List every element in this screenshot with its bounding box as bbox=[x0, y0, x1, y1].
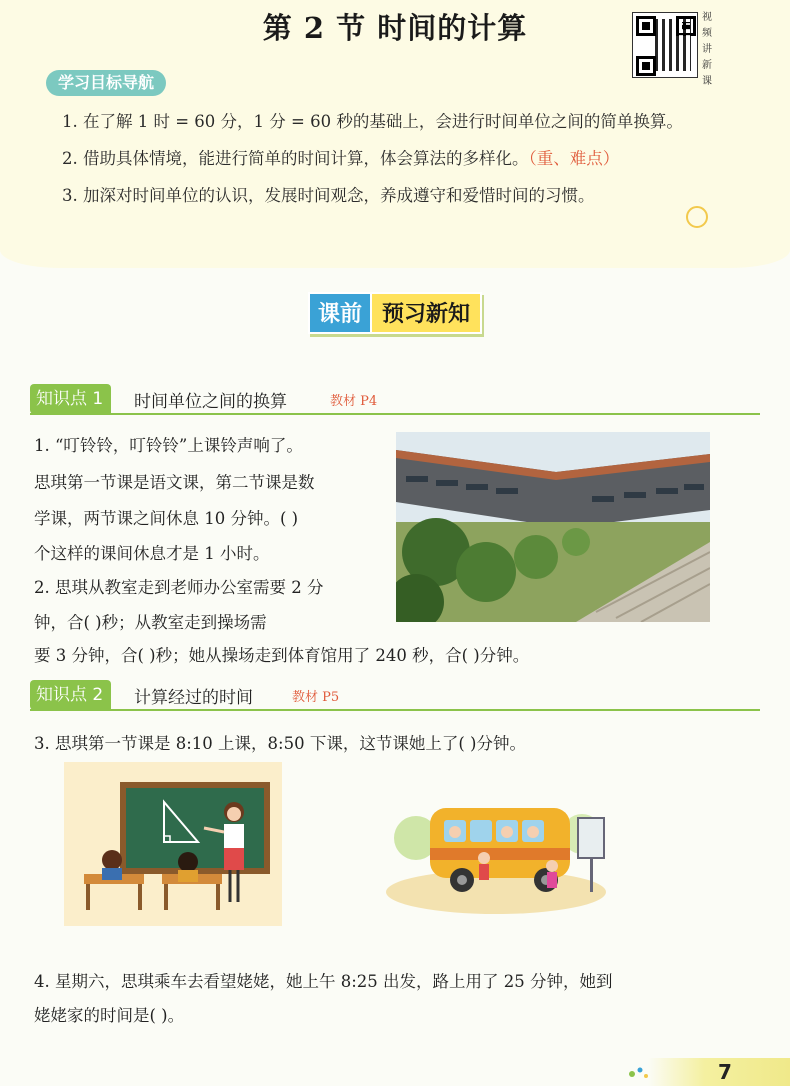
classroom-illustration bbox=[64, 762, 282, 926]
question-line: 1. “叮铃铃，叮铃铃”上课铃声响了。 bbox=[34, 436, 303, 455]
knowledge-point-tag: 知识点 2 bbox=[30, 680, 111, 710]
banner-part-1: 课前 bbox=[308, 292, 372, 334]
knowledge-point-header bbox=[30, 680, 760, 712]
school-bus-illustration bbox=[386, 788, 612, 914]
qr-pattern bbox=[655, 19, 691, 71]
question-line: 4. 星期六，思琪乘车去看望姥姥，她上午 8:25 出发，路上用了 25 分钟，她到 bbox=[34, 972, 613, 991]
goals-label: 学习目标导航 bbox=[46, 70, 166, 96]
question-line: 思琪第一节课是语文课，第二节课是数 bbox=[34, 473, 315, 492]
textbook-reference: 教材 P4 bbox=[330, 394, 378, 409]
qr-caption: 视频讲新课 bbox=[702, 12, 712, 87]
question-line: 要 3 分钟，合( )秒；她从操场走到体育馆用了 240 秒，合( )分钟。 bbox=[34, 646, 530, 665]
section-banner bbox=[308, 292, 482, 334]
qr-code-icon[interactable] bbox=[632, 12, 698, 78]
divider bbox=[30, 413, 760, 415]
page-number: 7 bbox=[718, 1060, 732, 1084]
goal-item: 2. 借助具体情境，能进行简单的时间计算，体会算法的多样化。（重、难点） bbox=[62, 149, 620, 168]
banner-part-2: 预习新知 bbox=[372, 292, 482, 334]
question-line: 个这样的课间休息才是 1 小时。 bbox=[34, 544, 270, 563]
qr-finder-icon bbox=[636, 56, 656, 76]
decorative-circle bbox=[686, 206, 708, 228]
question-line: 学课，两节课之间休息 10 分钟。( ) bbox=[34, 509, 299, 528]
knowledge-point-tag: 知识点 1 bbox=[30, 384, 111, 414]
knowledge-point-title: 时间单位之间的换算 bbox=[134, 392, 287, 412]
difficulty-note: （重、难点） bbox=[528, 149, 620, 168]
question-line: 3. 思琪第一节课是 8:10 上课，8:50 下课，这节课她上了( )分钟。 bbox=[34, 734, 526, 753]
goal-item: 1. 在了解 1 时 = 60 分，1 分 = 60 秒的基础上，会进行时间单位之间的简单换算。 bbox=[62, 112, 683, 131]
textbook-reference: 教材 P5 bbox=[292, 690, 340, 705]
page-title: 第 2 节 时间的计算 bbox=[262, 11, 528, 45]
knowledge-point-title: 计算经过的时间 bbox=[134, 688, 253, 708]
knowledge-point-header bbox=[30, 384, 760, 416]
question-line: 2. 思琪从教室走到老师办公室需要 2 分 bbox=[34, 578, 324, 597]
school-building-photo bbox=[396, 432, 710, 622]
question-line: 钟，合( )秒；从教室走到操场需 bbox=[34, 613, 267, 632]
qr-finder-icon bbox=[636, 16, 656, 36]
decorative-dots bbox=[626, 1062, 656, 1082]
goal-item: 3. 加深对时间单位的认识，发展时间观念，养成遵守和爱惜时间的习惯。 bbox=[62, 186, 595, 205]
question-line: 姥姥家的时间是( )。 bbox=[34, 1006, 185, 1025]
divider bbox=[30, 709, 760, 711]
